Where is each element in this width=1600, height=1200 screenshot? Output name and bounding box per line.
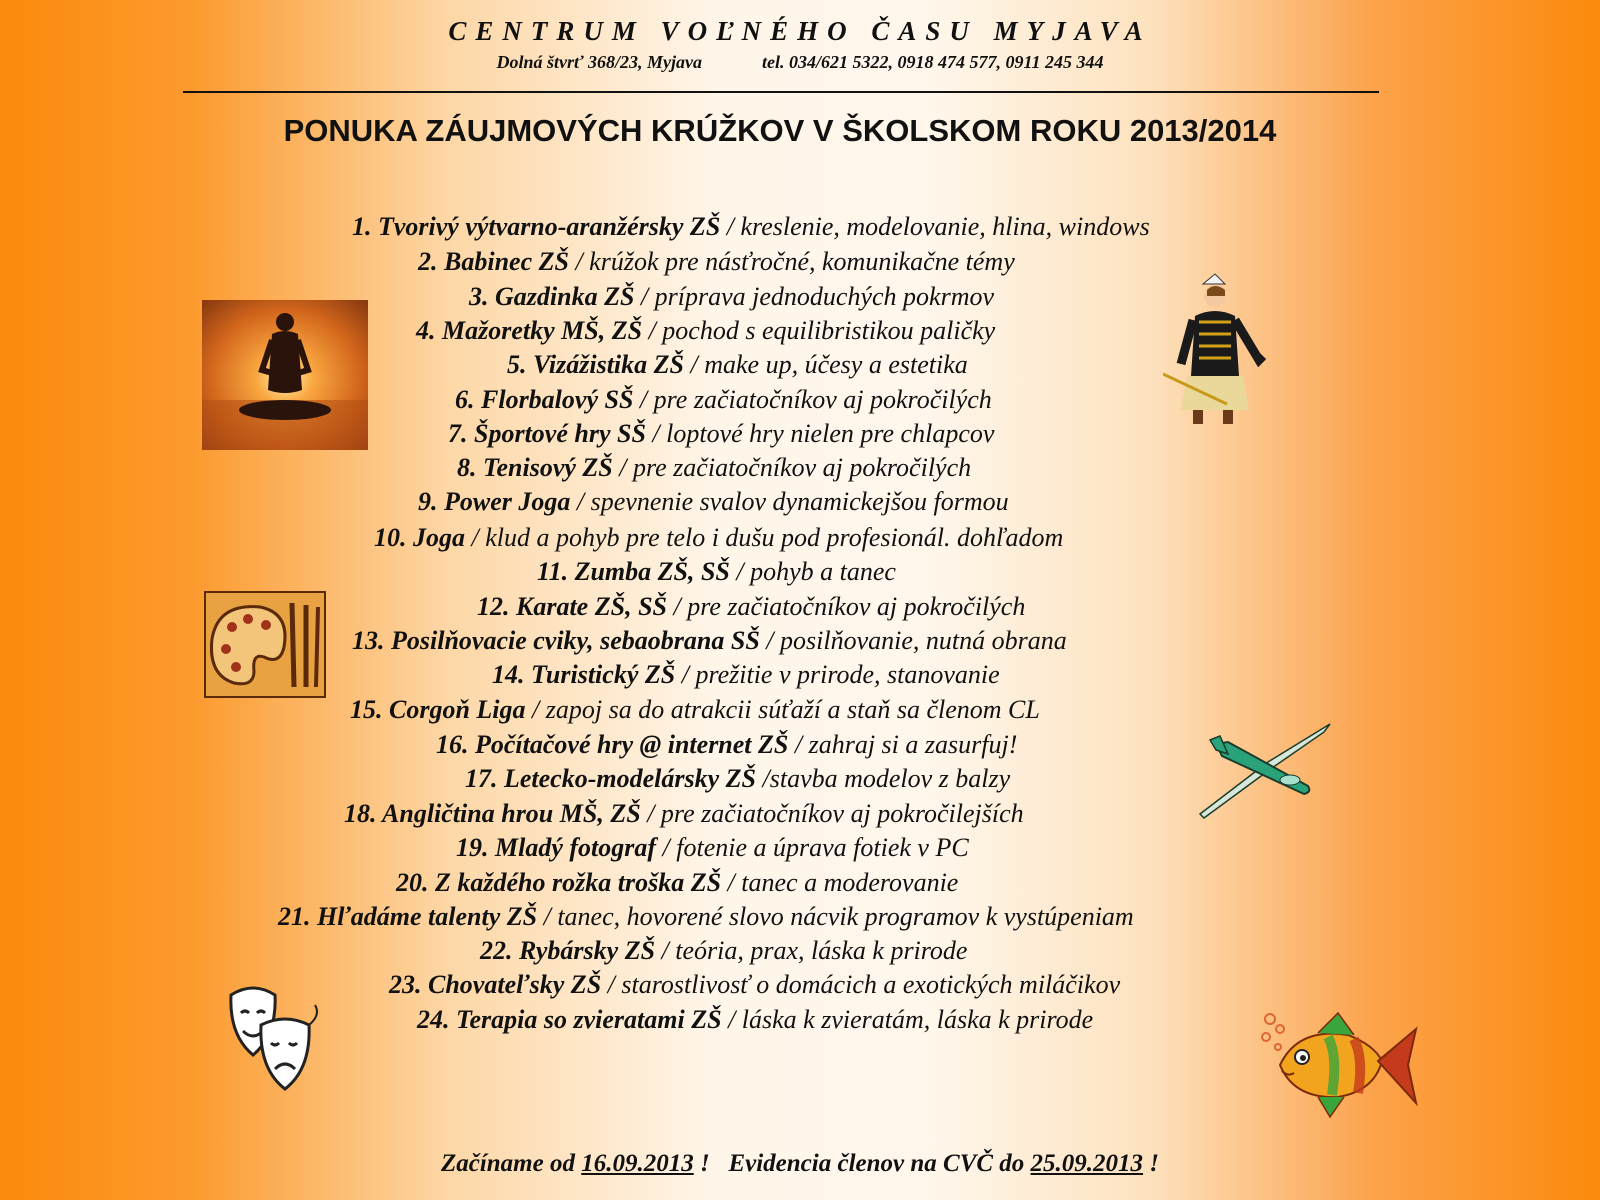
airplane-icon	[1198, 722, 1338, 822]
yoga-photo	[202, 300, 368, 450]
list-item: 10. Joga / klud a pohyb pre telo i dušu pod profesionál. dohľadom	[374, 523, 1064, 552]
list-item: 13. Posilňovacie cviky, sebaobrana SŠ / posilňovanie, nutná obrana	[352, 626, 1067, 655]
list-item: 19. Mladý fotograf / fotenie a úprava fotiek v PC	[456, 833, 969, 862]
list-item: 22. Rybársky ZŠ / teória, prax, láska k prirode	[480, 936, 968, 965]
list-item: 3. Gazdinka ZŠ / príprava jednoduchých pokrmov	[469, 282, 995, 311]
page-title: PONUKA ZÁUJMOVÝCH KRÚŽKOV V ŠKOLSKOM ROKU 2013/2014	[283, 113, 1277, 148]
list-item: 12. Karate ZŠ, SŠ / pre začiatočníkov aj pokročilých	[477, 592, 1026, 621]
header-divider	[183, 91, 1379, 93]
palette-icon	[204, 591, 326, 698]
theater-masks-icon	[225, 985, 325, 1105]
list-item: 20. Z každého rožka troška ZŠ / tanec a moderovanie	[396, 868, 959, 897]
list-item: 4. Mažoretky MŠ, ZŠ / pochod s equilibristikou paličky	[416, 316, 996, 345]
list-item: 15. Corgoň Liga / zapoj sa do atrakcii súťaží a staň sa členom CL	[350, 695, 1040, 724]
list-item: 21. Hľadáme talenty ZŠ / tanec, hovorené slovo nácvik programov k vystúpeniam	[278, 902, 1134, 931]
contact-line	[0, 52, 1600, 73]
list-item: 18. Angličtina hrou MŠ, ZŠ / pre začiatočníkov aj pokročilejších	[344, 799, 1024, 828]
list-item: 5. Vizážistika ZŠ / make up, účesy a estetika	[507, 350, 968, 379]
phone-numbers: tel. 034/621 5322, 0918 474 577, 0911 245 344	[762, 52, 1104, 72]
list-item: 23. Chovateľsky ZŠ / starostlivosť o domácich a exotických miláčikov	[389, 970, 1121, 999]
list-item: 8. Tenisový ZŠ / pre začiatočníkov aj pokročilých	[457, 453, 972, 482]
list-item: 1. Tvorivý výtvarno-aranžérsky ZŠ / kreslenie, modelovanie, hlina, windows	[352, 212, 1150, 241]
footer-note: Začíname od 16.09.2013 ! Evidencia členov na CVČ do 25.09.2013 !	[440, 1150, 1160, 1177]
list-item: 11. Zumba ZŠ, SŠ / pohyb a tanec	[537, 557, 896, 586]
start-date: 16.09.2013	[581, 1150, 694, 1177]
list-item: 16. Počítačové hry @ internet ZŠ / zahraj si a zasurfuj!	[436, 730, 1018, 759]
majorette-icon	[1163, 272, 1293, 432]
list-item: 9. Power Joga / spevnenie svalov dynamickejšou formou	[418, 487, 1009, 516]
organization-name: CENTRUM VOĽNÉHO ČASU MYJAVA	[448, 16, 1152, 46]
list-item: 14. Turistický ZŠ / prežitie v prirode, stanovanie	[492, 660, 1000, 689]
list-item: 2. Babinec ZŠ / krúžok pre násťročné, komunikačne témy	[418, 247, 1015, 276]
list-item: 24. Terapia so zvieratami ZŠ / láska k zvieratám, láska k prirode	[417, 1005, 1094, 1034]
list-item: 17. Letecko-modelársky ZŠ /stavba modelov z balzy	[465, 764, 1011, 793]
registration-deadline: 25.09.2013	[1030, 1150, 1144, 1177]
address: Dolná štvrť 368/23, Myjava	[496, 52, 703, 72]
list-item: 7. Športové hry SŠ / loptové hry nielen pre chlapcov	[448, 419, 995, 448]
list-item: 6. Florbalový SŠ / pre začiatočníkov aj pokročilých	[455, 385, 992, 414]
fish-icon	[1258, 1005, 1418, 1125]
